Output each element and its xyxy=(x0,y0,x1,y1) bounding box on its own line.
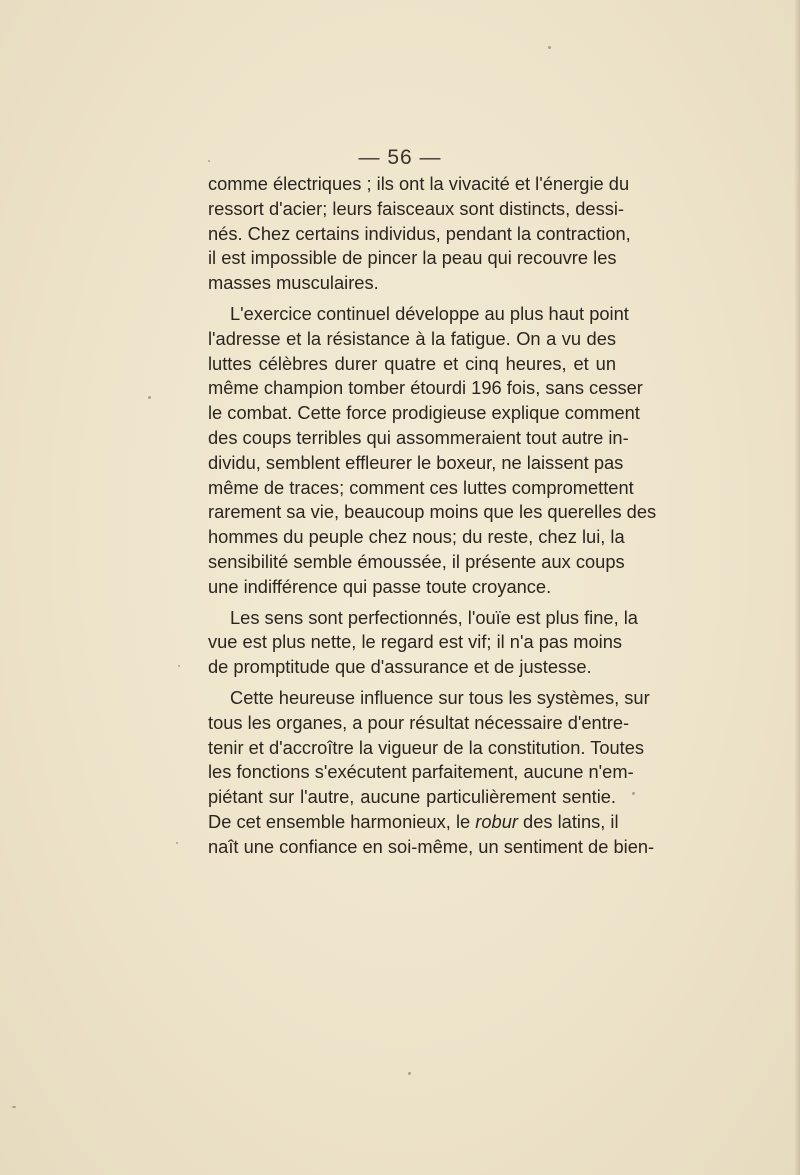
paper-speck xyxy=(408,1072,411,1075)
paragraph-3 xyxy=(208,606,638,680)
italic-word: robur xyxy=(475,810,518,832)
paragraph-1 xyxy=(208,172,631,296)
text-line: piétant sur l'autre, aucune particulièrement sentie. xyxy=(208,786,616,808)
text-line: des coups terribles qui assommeraient tout autre in- xyxy=(208,426,629,448)
text-line: Les sens sont perfectionnés, l'ouïe est plus fine, la xyxy=(230,606,638,628)
text-line: de promptitude que d'assurance et de justesse. xyxy=(208,656,592,678)
text-line: le combat. Cette force prodigieuse explique comment xyxy=(208,402,640,424)
text-line: sensibilité semble émoussée, il présente aux coups xyxy=(208,550,625,572)
paragraph-2 xyxy=(208,302,657,600)
text-line: tenir et d'accroître la vigueur de la constitution. Toutes xyxy=(208,736,645,758)
text-line: les fonctions s'exécutent parfaitement, aucune n'em- xyxy=(208,761,634,783)
text-line: vue est plus nette, le regard est vif; il n'a pas moins xyxy=(208,631,623,653)
paper-speck xyxy=(176,842,178,844)
paragraph-4 xyxy=(208,686,655,860)
page-number: — 56 — xyxy=(358,146,442,169)
text-line: naît une confiance en soi-même, un sentiment de bien- xyxy=(208,835,655,857)
text-line-with-italic xyxy=(208,810,619,835)
text-line: luttes célèbres durer quatre et cinq heures, et un xyxy=(208,352,616,374)
paper-speck xyxy=(178,665,180,667)
paper-speck xyxy=(632,792,635,795)
text-line: l'adresse et la résistance à la fatigue. On a vu des xyxy=(208,327,616,349)
text-line: nés. Chez certains individus, pendant la contraction, xyxy=(208,222,631,244)
text-line: il est impossible de pincer la peau qui recouvre les xyxy=(208,247,617,269)
text-line: ressort d'acier; leurs faisceaux sont distincts, dessi- xyxy=(208,197,624,219)
paper-speck xyxy=(12,1106,16,1108)
page-edge-shadow xyxy=(794,0,800,1175)
text-line: Cette heureuse influence sur tous les systèmes, sur xyxy=(230,686,650,708)
body-text xyxy=(208,172,657,860)
text-line: comme électriques ; ils ont la vivacité et l'énergie du xyxy=(208,173,630,194)
text-line: masses musculaires. xyxy=(208,272,379,294)
text-line: hommes du peuple chez nous; du reste, chez lui, la xyxy=(208,526,625,548)
text-line: rarement sa vie, beaucoup moins que les querelles des xyxy=(208,501,657,523)
paper-speck xyxy=(208,160,210,162)
text-line: même champion tomber étourdi 196 fois, sans cesser xyxy=(208,377,643,399)
text-segment: des latins, il xyxy=(523,810,619,832)
paper-speck xyxy=(148,396,151,399)
text-line: tous les organes, a pour résultat nécessaire d'entre- xyxy=(208,711,630,733)
text-line: dividu, semblent effleurer le boxeur, ne laissent pas xyxy=(208,451,624,473)
text-segment: De cet ensemble harmonieux, le xyxy=(208,810,471,832)
paper-speck xyxy=(548,46,551,49)
text-line: L'exercice continuel développe au plus haut point xyxy=(230,302,629,324)
text-line: une indifférence qui passe toute croyance. xyxy=(208,575,552,597)
text-line: même de traces; comment ces luttes compromettent xyxy=(208,476,634,498)
